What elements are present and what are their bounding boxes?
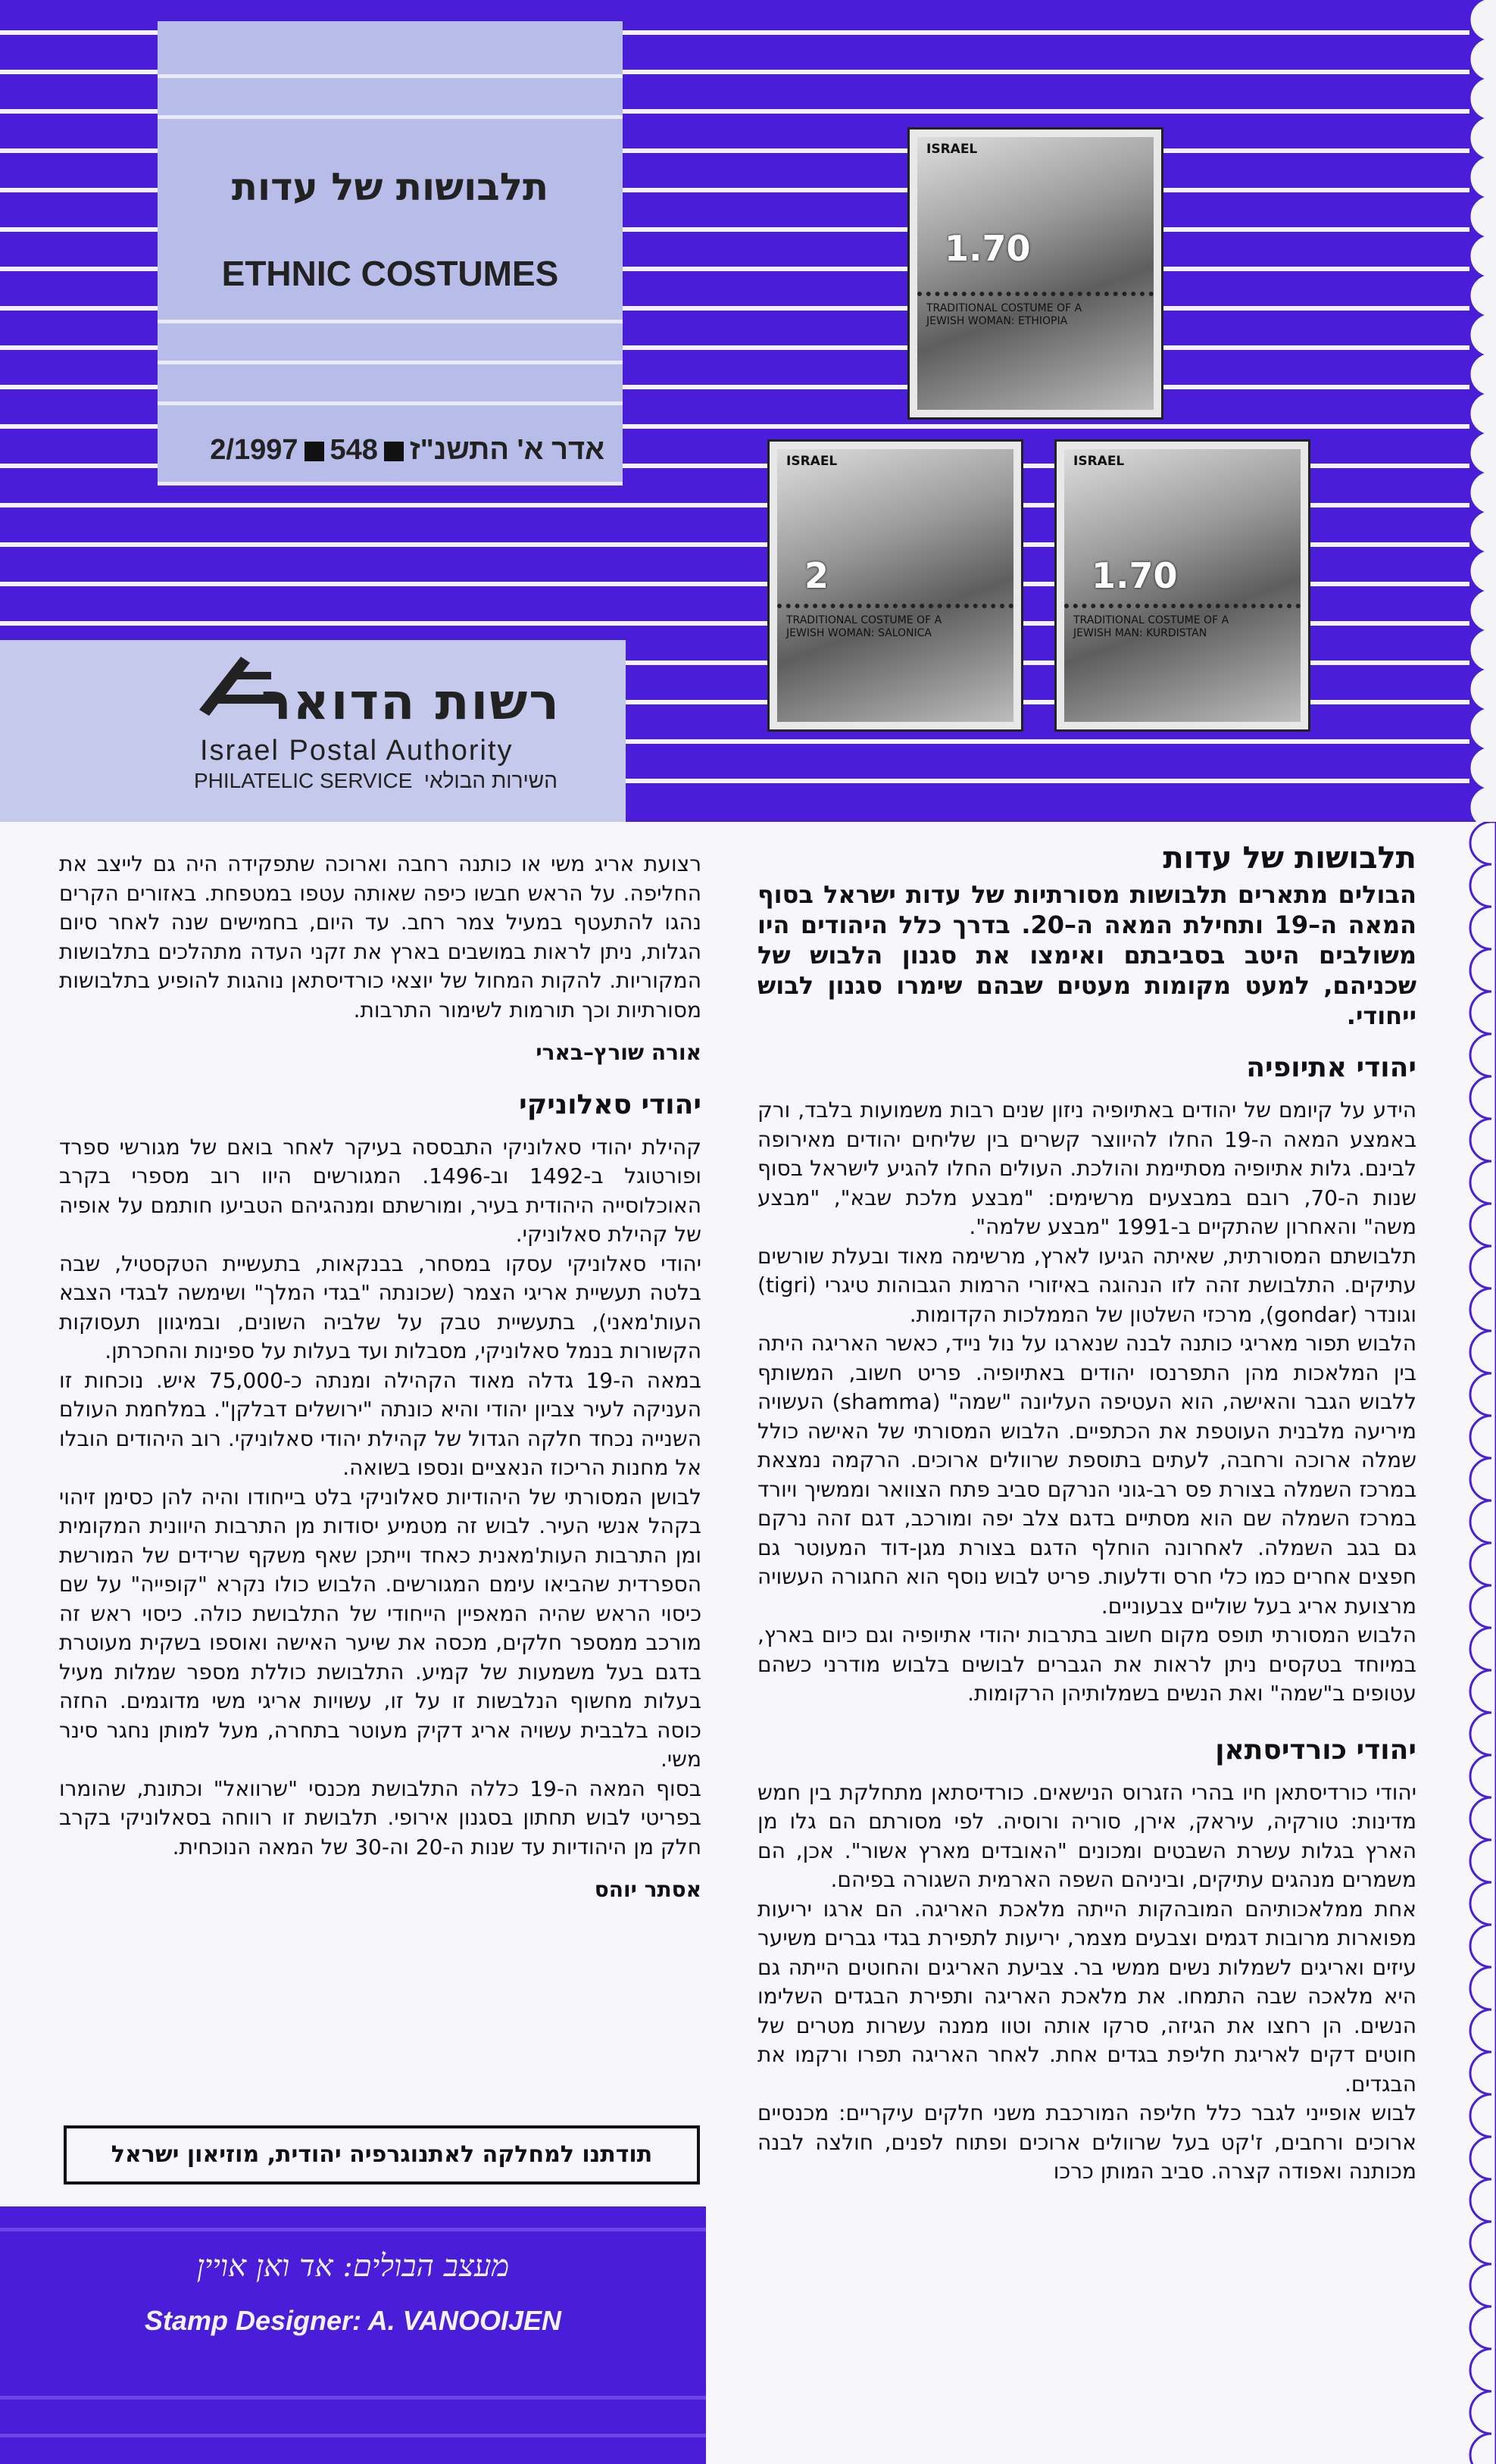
designer-english: Stamp Designer: A. VANOOIJEN <box>144 2305 562 2336</box>
title-box <box>158 21 623 483</box>
section-heading-ethiopia: יהודי אתיופיה <box>1246 1052 1416 1083</box>
paragraph: הלבוש המסורתי תופס מקום חשוב בתרבות יהודי אתיופיה וגם כיום בארץ, במיוחד בטקסים ניתן לראות את הגברים לבושים בלבוש מודרני כשהם עטופים ב"שמה" ואת הנשים בשמלותיהן הרקומות. <box>757 1622 1416 1706</box>
article-right-column <box>757 837 1416 2187</box>
stamp-photo <box>917 137 1154 410</box>
paragraph: במאה ה-19 גדלה מאוד הקהילה ומנתה כ-75,000 איש. נוכחות זו העניקה לעיר צביון יהודי והיא כונתה "ירושלים דבלקן". במלחמת העולם השנייה נכחד חלקה הגדול של קהילת יהודי סאלוניקי. רוב היהודים הובלו אל מחנות הריכוז הנאציים ונספו בשואה. <box>59 1367 701 1480</box>
stamp-perforation <box>917 292 1154 296</box>
stamp-ethiopia <box>907 127 1163 420</box>
stamp-salonica <box>767 439 1023 732</box>
designer-hebrew: מעצב הבולים: אד ואן אויין <box>196 2249 510 2284</box>
paragraph: בסוף המאה ה-19 כללה התלבושת מכנסי "שרוואל" וכתונת, שהומרו בפריטי לבוש תחתון בסגנון אירופי. תלבושת זו רווחה בסאלוניקי בקרב חלק מן היהודיות עד שנות ה-20 וה-30 של המאה הנוכחית. <box>59 1775 701 1860</box>
paragraph: יהודי סאלוניקי עסקו במסחר, בבנקאות, בתעשיית הטקסטיל, שבה בלטה תעשיית אריגי הצמר (שכונתה "בגדי המלך" ושימשה לבגדי הצבא העות'מאני), בתעשיית טבק על שלביה השונים, ובמיגוון תעסוקות הקשורות בנמל סאלוניקי, מסבלות ועד בעלות על ספינות והחכרתן. <box>59 1251 701 1363</box>
paragraph: לבושן המסורתי של היהודיות סאלוניקי בלט בייחודו והיה להן כסימן זיהוי בקהל אנשי העיר. לבוש זה מטמיע יסודות מן התרבות היוונית המקומית ומן התרבות העות'מאנית כאחד וייתכן שאף משקף שרידים של המורשת הספרדית שהביאו עימם המגורשים. הלבוש כולו נקרא "קופייה" על שם כיסוי הראש שהיה המאפיין הייחודי של התלבושת כולה. כיסוי ראש זה מורכב ממספר חלקים, מכסה את שיער האישה ואוספו בשקית מעוטרת בדגם בעל משמעות של קמיע. התלבושת כוללת מספר שמלות מעיל בעלות מחשוף הנלבשות זו על זו, עשויות אריגי משי מדוגמים. החזה כוסה בלבבית עשויה אריג דקיק מעוטר בתחרה, מעל למותן נחגר סינר משי. <box>59 1484 701 1772</box>
title-hebrew: תלבושות של עדות <box>231 165 549 209</box>
article-heading: תלבושות של עדות <box>1163 841 1416 876</box>
stamp-caption: TRADITIONAL COSTUME OF A JEWISH WOMAN: ETHIOPIA <box>926 302 1082 327</box>
authority-name-english: Israel Postal Authority <box>200 735 514 767</box>
paragraph: אחת ממלאכותיהם המובהקות הייתה מלאכת האריגה. הם ארגו יריעות מפוארות מרובות דגמים וצבעים מצמר, יריעות לתפירת בגדי גברים משיער עיזים ואריגים לשמלות נשים ממשי בר. צביעת האריגים והחוטים הייתה גם היא מלאכה שבה התמחו. את מלאכת האריגה ותפירת הבגדים השלימו הנשים. הן רחצו את הגיזה, סרקו אותה וטוו ממנה עשרות מטרים של חוטים דקים לאריגת חליפת בגדים אחת. לאחר האריגה תפרו ורקמו את הבגדים. <box>757 1896 1416 2097</box>
section-heading-salonica: יהודי סאלוניקי <box>519 1088 701 1120</box>
paragraph: לבוש אופייני לגבר כלל חליפה המורכבת משני חלקים עיקריים: מכנסיים ארוכים ורחבים, ז'קט בעל שרוולים ארוכים ופתוח לפנים, חולצה לבנה מכותנה ואפודה קצרה. סביב המותן כרכו <box>757 2100 1416 2184</box>
stamp-perforation <box>1064 604 1301 608</box>
article-left-column <box>59 850 701 1905</box>
scalloped-edge <box>1464 0 1496 822</box>
stamp-caption: TRADITIONAL COSTUME OF A JEWISH WOMAN: SALONICA <box>786 614 942 639</box>
stamp-kurdistan <box>1054 439 1310 732</box>
issue-number: 548 <box>329 434 378 466</box>
issue-line <box>158 434 604 467</box>
stamp-denomination: 2 <box>804 555 829 596</box>
stamp-country: ISRAEL <box>926 142 978 157</box>
paragraph: יהודי כורדיסתאן חיו בהרי הזגרוס הנישאים. כורדיסתאן מתחלקת בין חמש מדינות: טורקיה, עיראק, אירן, סוריה ורוסיה. לפי מסורתם הם גלו מן הארץ בגלות עשרת השבטים ומכונים "האובדים מארץ אשור". אכן, הם משמרים מנהגים עתיקים, וביניהם השפה הארמית השגורה בפיהם. <box>757 1779 1416 1892</box>
paragraph: הידע על קיומם של יהודים באתיופיה ניזון שנים רבות משמועות בלבד, ורק באמצע המאה ה-19 החלו להיווצר קשרים בין שליחים יהודים מאירופה לבינם. גלות אתיופיה מסתיימת והולכת. העולים החלו להגיע לישראל בסוף שנות ה-70, רובם במבצעים מרשימים: "מבצע מלכת שבא", "מבצע משה" והאחרון שהתקיים ב-1991 "מבצע שלמה". <box>757 1098 1417 1239</box>
title-english: ETHNIC COSTUMES <box>221 254 559 293</box>
square-bullet-icon <box>384 442 404 461</box>
stamp-perforation <box>777 604 1013 608</box>
postal-authority-panel <box>0 640 626 822</box>
intro-paragraph: הבולים מתארים תלבושות מסורתיות של עדות ישראל בסוף המאה ה–19 ותחילת המאה ה–20. בדרך כלל היהודים היו משולבים היטב בסביבתם ואימצו את סגנון הלבוש של שכניהם, למעט מקומות מעטים שבהם שימרו סגנון לבוש ייחודי. <box>757 880 1417 1030</box>
issue-date: 2/1997 <box>210 434 298 466</box>
stamp-country: ISRAEL <box>786 454 838 469</box>
author-signature: אסתר יוהס <box>594 1877 701 1902</box>
paragraph: רצועת אריג משי או כותנה רחבה וארוכה שתפקידה היה גם לייצב את החליפה. על הראש חבשו כיפה שאותה עטפו במטפחת. באזורים הקרים נהגו להתעטף במעיל צמר רחב. עד היום, בחמישים שנה לאחר סיום הגלות, ניתן לראות במושבים בארץ את זקני העדה מתהלכים בתלבושות המקוריות. להקות המחול של יוצאי כורדיסתאן נוהגות להופיע בתלבושות מסורתיות וכך תורמות לשימור התרבות. <box>59 851 701 1023</box>
service-hebrew: השירות הבולאי <box>423 769 557 792</box>
scalloped-edge <box>1454 822 1496 2464</box>
acknowledgement-box: תודתנו למחלקה לאתנוגרפיה יהודית, מוזיאון ישראל <box>64 2125 700 2184</box>
stamp-denomination: 1.70 <box>1092 555 1178 596</box>
philatelic-service <box>194 769 557 793</box>
section-heading-kurdistan: יהודי כורדיסתאן <box>1215 1734 1416 1766</box>
authority-name-hebrew: רשות הדואר <box>261 673 561 731</box>
paragraph: קהילת יהודי סאלוניקי התבססה בעיקר לאחר בואם של מגורשי ספרד ופורטוגל ב-1492 וב-1496. המגורשים היוו רוב מספרי בקרב האוכלוסייה היהודית בעיר, ומורשתם ומנהגיהם הטביעו חותמם על אופיה של קהילת סאלוניקי. <box>59 1134 701 1247</box>
stamp-denomination: 1.70 <box>945 228 1031 269</box>
square-bullet-icon <box>305 442 324 461</box>
paragraph: הלבוש תפור מאריגי כותנה לבנה שנארגו על נול נייד, כאשר האריגה היתה בין המלאכות מהן התפרנסו יהודים באתיופיה. פריט חשוב, המשותף ללבוש הגבר והאישה, הוא העטיפה העליונה "שמה" (shamma) העשויה מיריעה מלבנית העוטפת את הכתפיים. הלבוש המסורתי של האישה כולל שמלה ארוכה ורחבה, לעתים בתוספת שרוולים ארוכים. הרקמה נמצאת במרכז השמלה בצורת פס רב-גוני הנרקם סביב פתח הצוואר וממשיך ויורד במרכז השמלה שם הוא מסתיים בדגם צלב יפה ומורכב, דגם זהה נרקם גם בגב השמלה. לאחרונה הוחלף הדגם בצורת מגן-דוד המעוטר גם חפצים אחרים כמו כלי חרס ודלעות. פריט לבוש נוסף הוא החגורה העשויה מרצועת אריג בעל שוליים צבעוניים. <box>757 1331 1417 1619</box>
issue-date-hebrew: אדר א' התשנ"ז <box>409 434 604 466</box>
paragraph: תלבושתם המסורתית, שאיתה הגיעו לארץ, מרשימה מאוד ובעלת שורשים עתיקים. התלבושת זהה לזו הנהוגה באיזורי הרמות הגבוהות טיגרי (tigri) וגונדר (gondar), מרכזי השלטון של הממלכות הקדומות. <box>757 1243 1416 1327</box>
service-english: PHILATELIC SERVICE <box>194 769 413 792</box>
stamp-caption: TRADITIONAL COSTUME OF A JEWISH MAN: KURDISTAN <box>1073 614 1229 639</box>
stamp-country: ISRAEL <box>1073 454 1125 469</box>
author-signature: אורה שורץ–בארי <box>536 1040 701 1065</box>
